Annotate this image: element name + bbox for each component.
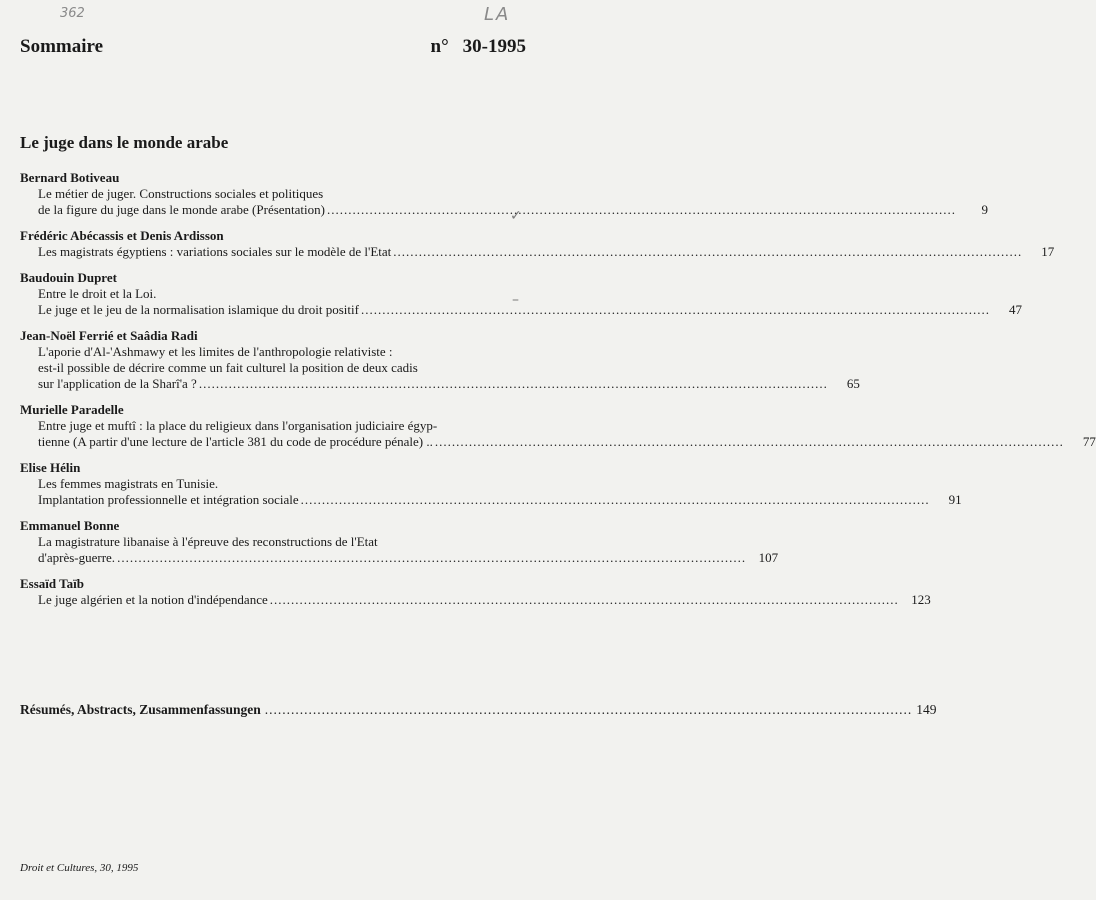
entry-title-line [38,592,931,608]
entry-title-line: est-il possible de décrire comme un fait culturel la position de deux cadis [38,360,418,375]
entry-page-number: 107 [758,550,779,565]
dot-leader [301,492,930,508]
summary-label: Résumés, Abstracts, Zusammenfassungen [20,702,261,717]
issue-number [431,36,527,58]
dot-leader [117,550,746,566]
entry-title-line: La magistrature libanaise à l'épreuve des reconstructions de l'Etat [38,534,378,549]
summary-page-number: 149 [916,702,937,717]
entry-title-line [38,202,988,218]
entry-author: Emmanuel Bonne [20,518,120,533]
toc-entry [20,328,860,392]
dot-leader [361,302,990,318]
entry-title-line [38,492,962,508]
entry-title-lines [20,344,860,392]
toc-entry [20,228,1055,260]
entry-author: Baudouin Dupret [20,270,117,285]
entry-author: Frédéric Abécassis et Denis Ardisson [20,228,224,243]
entry-title-line [38,376,860,392]
entry-page-number: 47 [1008,302,1022,317]
entry-title-line: L'aporie d'Al-'Ashmawy et les limites de l'anthropologie relativiste : [38,344,393,359]
entry-title-line: Les femmes magistrats en Tunisie. [38,476,219,491]
entry-title-line: Entre juge et muftî : la place du religieux dans l'organisation judiciaire égyp- [38,418,438,433]
entry-title-text: sur l'application de la Sharî'a ? [38,376,197,391]
entry-title-line [38,550,779,566]
entry-author: Jean-Noël Ferrié et Saâdia Radi [20,328,198,343]
entry-title-line: Entre le droit et la Loi. [38,286,157,301]
dot-leader [199,376,828,392]
entry-title-text: de la figure du juge dans le monde arabe (Présentation) [38,202,325,217]
entry-title-text: d'après-guerre. [38,550,116,565]
page-title: Sommaire [20,36,104,57]
entry-author: Bernard Botiveau [20,170,120,185]
entry-title-lines [20,476,962,508]
section-title: Le juge dans le monde arabe [20,133,229,152]
entry-author: Elise Hélin [20,460,81,475]
entry-page-number: 17 [1041,244,1055,259]
entry-title-lines [20,244,1055,260]
toc-entry [20,270,1022,318]
entry-page-number: 91 [948,492,962,507]
header [20,36,526,58]
dot-leader [265,702,913,718]
entry-title-text: Les magistrats égyptiens : variations sociales sur le modèle de l'Etat [38,244,392,259]
entry-title-lines [20,418,1096,450]
footer-citation: Droit et Cultures, 30, 1995 [20,862,139,874]
entry-page-number: 123 [911,592,931,607]
toc-entry [20,576,931,608]
dot-leader [393,244,1022,260]
pencil-dash-mark: – [512,292,519,308]
dot-leader [327,202,956,218]
toc-entry [20,170,988,218]
entry-page-number: 9 [981,202,988,217]
toc-entry [20,518,779,566]
entry-page-number: 65 [846,376,860,391]
entry-title-text: Le juge et le jeu de la normalisation islamique du droit positif [38,302,359,317]
pencil-tick-mark: ✓ [510,208,522,224]
entry-title-lines [20,186,988,218]
entry-title-lines [20,592,931,608]
handwritten-note-top-left: 362 [60,6,85,21]
entry-author: Murielle Paradelle [20,402,124,417]
issue-prefix: n° [430,36,449,57]
dot-leader [270,592,899,608]
table-of-contents [20,170,1096,618]
toc-summary-entry [20,702,937,718]
entry-title-line: Le métier de juger. Constructions sociales et politiques [38,186,324,201]
entry-title-text: Le juge algérien et la notion d'indépendance [38,592,268,607]
entry-title-lines [20,286,1022,318]
entry-title-line [38,244,1055,260]
toc-entry [20,460,962,508]
entry-title-text: Implantation professionnelle et intégration sociale [38,492,299,507]
entry-author: Essaïd Taïb [20,576,84,591]
entry-title-text: tienne (A partir d'une lecture de l'article 381 du code de procédure pénale) .. [38,434,433,449]
handwritten-note-top-right: LA [484,4,511,25]
dot-leader [435,434,1064,450]
entry-title-line [38,434,1096,450]
issue-value: 30-1995 [462,36,526,57]
entry-title-lines [20,534,779,566]
entry-title-line [38,302,1022,318]
entry-page-number: 77 [1082,434,1096,449]
toc-entry [20,402,1096,450]
